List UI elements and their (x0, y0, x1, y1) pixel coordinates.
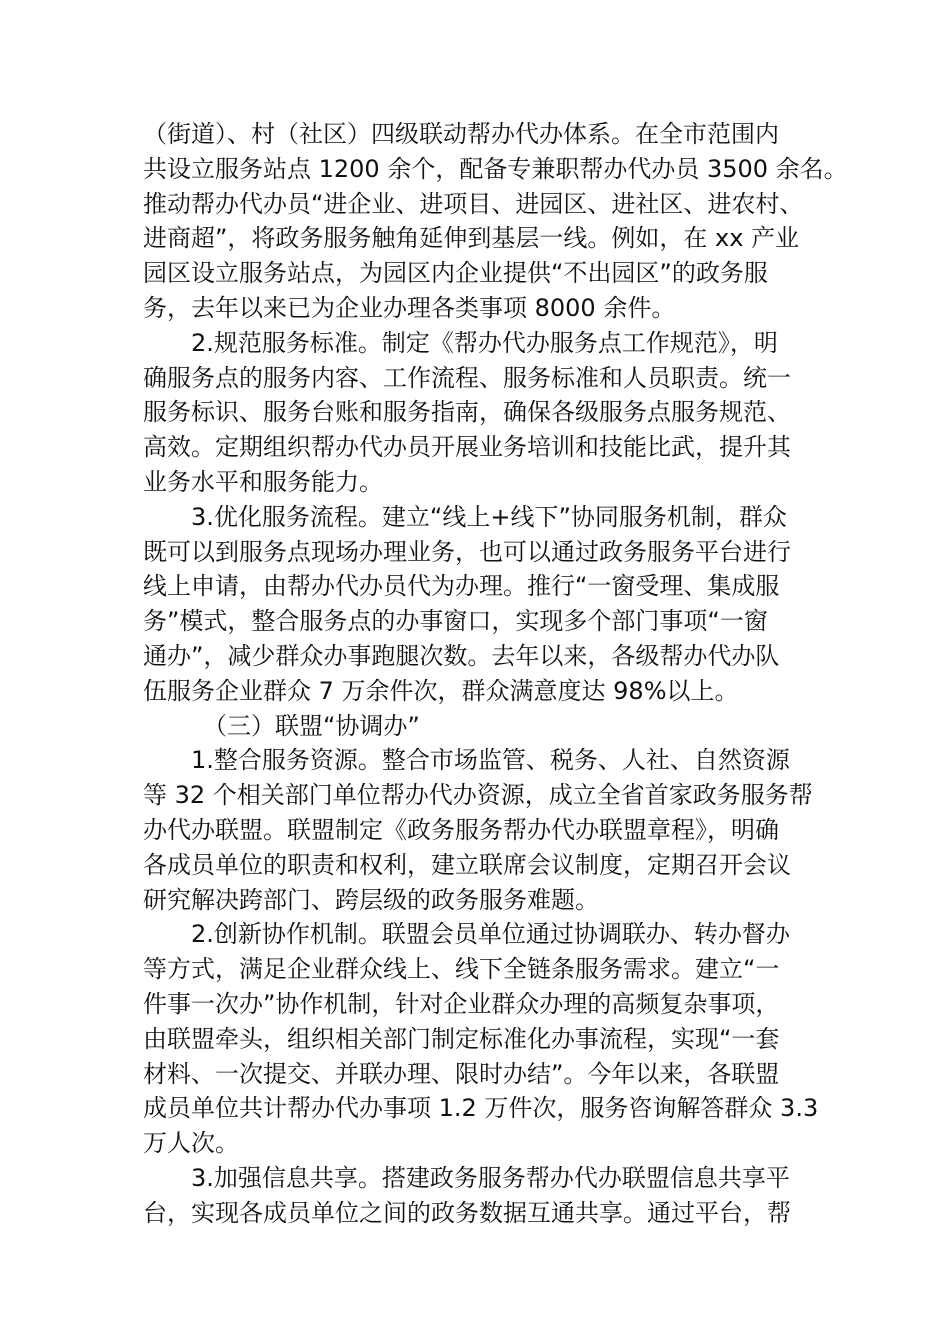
paragraph-start-line: 3.加强信息共享。搭建政务服务帮办代办联盟信息共享平 (191, 1163, 790, 1192)
paragraph-start-line: 1.整合服务资源。整合市场监管、税务、人社、自然资源 (191, 746, 790, 775)
section-heading: （三）联盟“协调办” (203, 711, 420, 740)
text-line: 园区设立服务站点，为园区内企业提供“不出园区”的政务服 (143, 259, 768, 288)
paragraph-start-line: 2.规范服务标准。制定《帮办代办服务点工作规范》，明 (191, 328, 778, 357)
text-line: 办代办联盟。联盟制定《政务服务帮办代办联盟章程》，明确 (143, 815, 779, 844)
text-line: 共设立服务站点 1200 余个，配备专兼职帮办代办员 3500 余名。 (143, 154, 848, 183)
paragraph-start-line: 2.创新协作机制。联盟会员单位通过协调联办、转办督办 (191, 920, 790, 949)
text-line: 推动帮办代办员“进企业、进项目、进园区、进社区、进农村、 (143, 189, 804, 218)
text-line: 业务水平和服务能力。 (143, 467, 383, 496)
text-line: 各成员单位的职责和权利，建立联席会议制度，定期召开会议 (143, 850, 791, 879)
text-line: 线上申请，由帮办代办员代为办理。推行“一窗受理、集成服 (143, 572, 780, 601)
paragraph-start-line: 3.优化服务流程。建立“线上+线下”协同服务机制，群众 (191, 502, 787, 531)
text-line: 等 32 个相关部门单位帮办代办资源，成立全省首家政务服务帮 (143, 781, 813, 810)
text-line: 台，实现各成员单位之间的政务数据互通共享。通过平台，帮 (143, 1198, 791, 1227)
text-line: 通办”，减少群众办事跑腿次数。去年以来，各级帮办代办队 (143, 641, 780, 670)
text-line: 由联盟牵头，组织相关部门制定标准化办事流程，实现“一套 (143, 1024, 780, 1053)
text-line: 件事一次办”协作机制，针对企业群众办理的高频复杂事项， (143, 989, 780, 1018)
text-line: 伍服务企业群众 7 万余件次，群众满意度达 98%以上。 (143, 676, 739, 705)
text-line: 既可以到服务点现场办理业务，也可以通过政务服务平台进行 (143, 537, 791, 566)
text-line: 服务标识、服务台账和服务指南，确保各级服务点服务规范、 (143, 398, 791, 427)
text-line: 务”模式，整合服务点的办事窗口，实现多个部门事项“一窗 (143, 607, 768, 636)
text-line: 确服务点的服务内容、工作流程、服务标准和人员职责。统一 (143, 363, 791, 392)
text-line: 材料、一次提交、并联办理、限时办结”。今年以来，各联盟 (143, 1059, 780, 1088)
text-line: 等方式，满足企业群众线上、线下全链条服务需求。建立“一 (143, 955, 780, 984)
text-line: 高效。定期组织帮办代办员开展业务培训和技能比武，提升其 (143, 433, 791, 462)
text-line: 进商超”，将政务服务触角延伸到基层一线。例如，在 xx 产业 (143, 224, 800, 253)
text-line: （街道）、村（社区）四级联动帮办代办体系。在全市范围内 (143, 120, 779, 148)
text-line: 研究解决跨部门、跨层级的政务服务难题。 (143, 885, 599, 914)
text-line: 万人次。 (143, 1129, 239, 1158)
text-line: 务，去年以来已为企业办理各类事项 8000 余件。 (143, 293, 676, 322)
body-text (143, 117, 848, 1231)
text-line: 成员单位共计帮办代办事项 1.2 万件次，服务咨询解答群众 3.3 (143, 1094, 819, 1123)
